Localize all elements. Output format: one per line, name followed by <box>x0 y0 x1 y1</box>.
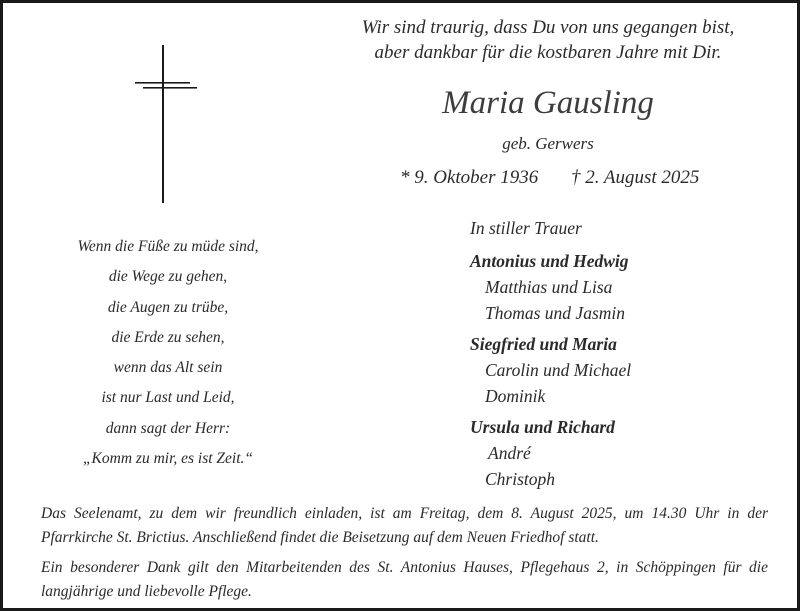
family-group <box>470 248 770 326</box>
mourners-list <box>470 215 770 497</box>
family-parents: Siegfried und Maria <box>470 334 617 354</box>
motto-line-2: aber dankbar für die kostbaren Jahre mit Dir. <box>374 42 722 63</box>
family-child: Carolin und Michael <box>485 360 632 380</box>
cross-horizontal-bar-2 <box>143 87 197 89</box>
poem-line: „Komm zu mir, es ist Zeit.“ <box>82 450 254 468</box>
motto-line-1: Wir sind traurig, dass Du von uns gegangen bist, <box>361 17 735 38</box>
poem-line: Wenn die Füße zu müde sind, <box>77 238 259 255</box>
deceased-name: Maria Gausling <box>442 85 654 121</box>
cross-vertical-bar <box>162 45 164 203</box>
mourning-intro: In stiller Trauer <box>470 218 582 238</box>
family-group <box>470 331 770 409</box>
birth-date: * 9. Oktober 1936 <box>400 167 539 188</box>
poem-line: die Wege zu gehen, <box>108 268 228 286</box>
family-child: Matthias und Lisa <box>485 277 613 297</box>
family-child: Christoph <box>485 469 556 489</box>
family-parents: Ursula und Richard <box>470 417 615 437</box>
cross-horizontal-bar <box>135 82 190 84</box>
family-parents: Antonius und Hedwig <box>470 251 629 271</box>
maiden-name: geb. Gerwers <box>502 134 594 153</box>
death-date: † 2. August 2025 <box>571 167 700 188</box>
poem-line: ist nur Last und Leid, <box>101 389 235 407</box>
poem <box>58 232 278 474</box>
poem-line: die Erde zu sehen, <box>111 328 225 346</box>
cross-icon <box>135 45 197 203</box>
family-child: André <box>488 443 531 463</box>
poem-line: dann sagt der Herr: <box>105 419 231 437</box>
poem-line: wenn das Alt sein <box>113 359 223 377</box>
thanks-notice: Ein besonderer Dank gilt den Mitarbeitenden des St. Antonius Hauses, Pflegehaus 2, in Schöppingen für die langjährige und liebevolle Pflege. <box>41 559 768 600</box>
motto <box>333 15 763 65</box>
family-child: Thomas und Jasmin <box>485 303 626 323</box>
family-group <box>470 414 770 492</box>
requiem-notice: Das Seelenamt, zu dem wir freundlich einladen, ist am Freitag, dem 8. August 2025, um 14.30 Uhr in der Pfarrkirche St. Brictius. Anschließend findet die Beisetzung auf dem Neuen Friedhof statt. <box>41 505 768 546</box>
family-child: Dominik <box>485 386 546 406</box>
poem-line: die Augen zu trübe, <box>107 298 229 316</box>
